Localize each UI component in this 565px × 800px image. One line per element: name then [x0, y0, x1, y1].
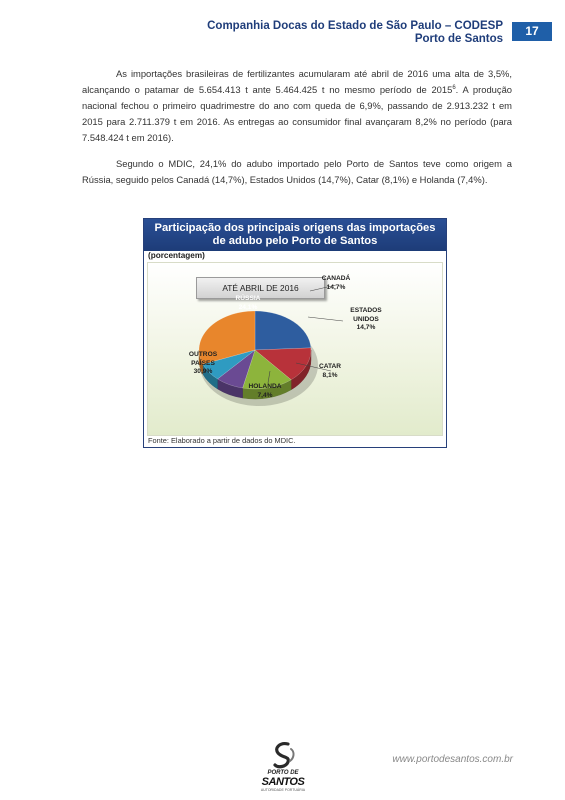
logo-sub-text: AUTORIDADE PORTUÁRIA — [260, 788, 306, 792]
pie-chart — [148, 263, 442, 435]
logo-main-text: SANTOS — [261, 776, 305, 788]
footnote-ref[interactable]: 6 — [452, 84, 456, 91]
slice-label-1: CANADÁ 14,7% — [321, 275, 351, 291]
paragraph-imports-part1: As importações brasileiras de fertilizantes acumularam até abril de 2016 uma alta de 3,5%, alcançando o patamar de 5.654.413 t ante 5.464.425 t no mesmo período de 2015 — [82, 68, 512, 95]
logo-top-text: PORTO DE — [267, 770, 299, 776]
chart-figure — [143, 218, 447, 448]
paragraph-origins: Segundo o MDIC, 24,1% do adubo importado pelo Porto de Santos teve como origem a Rússia, seguido pelos Canadá (14,7%), Estados Unidos (14,7%), Catar (8,1%) e Holanda (7,4%). — [82, 158, 512, 185]
website-link[interactable]: www.portodesantos.com.br — [392, 754, 513, 765]
pie-slice-0 — [255, 311, 311, 350]
chart-title — [144, 219, 446, 251]
chart-title-line2: de adubo pelo Porto de Santos — [212, 235, 378, 247]
slice-label-2: ESTADOS UNIDOS 14,7% — [350, 307, 382, 331]
slice-label-4: HOLANDA 7,4% — [248, 383, 282, 399]
leader-line-2 — [308, 317, 343, 321]
chart-plot-area — [147, 262, 443, 436]
logo-swirl-icon — [258, 740, 308, 772]
paragraph-imports — [82, 66, 512, 146]
paragraph-imports-part2: . A produção nacional fechou o primeiro quadrimestre do ano com queda de 6,9%, passando de 2.913.232 t em 2015 para 2.711.379 t em 2016. As entregas ao consumidor final avançaram 8,2% no período (para 7.548.424 t em 2016). — [82, 84, 513, 143]
company-name: Companhia Docas do Estado de São Paulo – CODESP — [207, 20, 503, 32]
chart-source: Fonte: Elaborado a partir de dados do MDIC. — [148, 436, 296, 445]
location-name: Porto de Santos — [414, 33, 503, 45]
chart-title-line1: Participação dos principais origens das importações — [154, 222, 436, 234]
porto-de-santos-logo — [258, 740, 308, 792]
slice-label-0: RÚSSIA 24,1% — [235, 295, 261, 311]
header-title — [207, 20, 503, 46]
slice-label-5: OUTROS PAÍSES 30,9% — [188, 351, 218, 375]
slice-label-3: CATAR 8,1% — [318, 363, 342, 379]
period-label: ATÉ ABRIL DE 2016 — [196, 277, 325, 299]
page-number: 17 — [512, 22, 552, 41]
chart-unit-label: (porcentagem) — [148, 251, 205, 260]
